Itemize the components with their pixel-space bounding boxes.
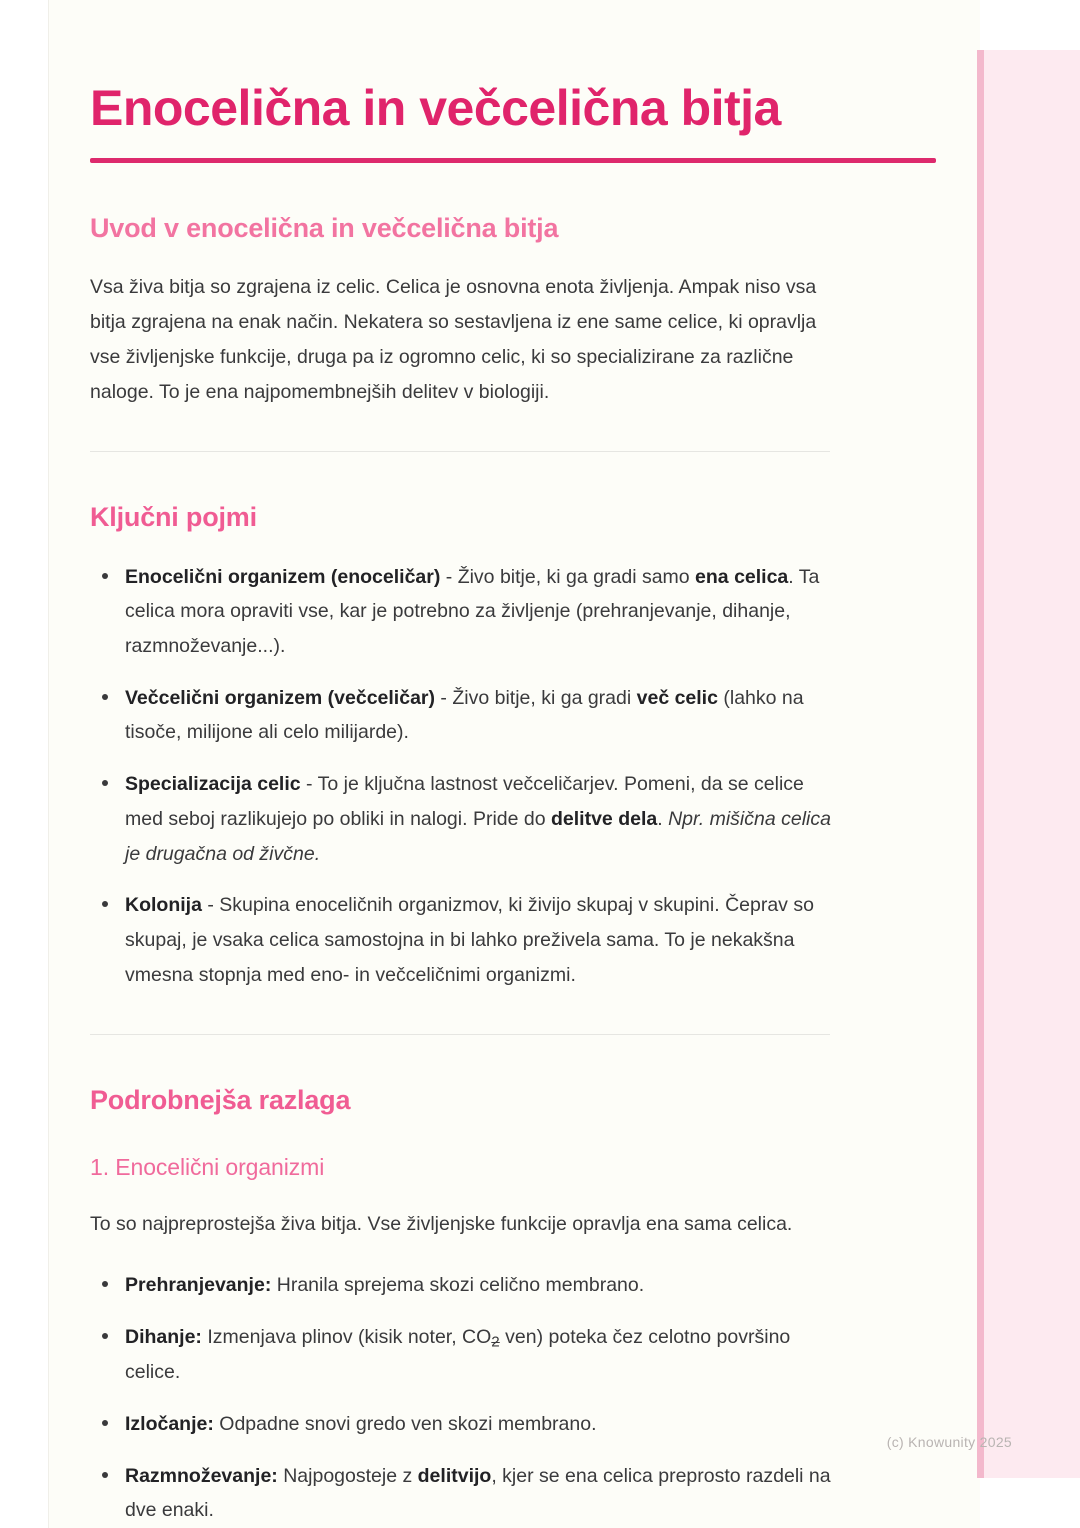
term-text-b: . [657, 807, 669, 830]
decorative-pink-stripe [977, 50, 1080, 1478]
left-margin-rule [48, 0, 49, 1528]
unicellular-functions-list [90, 1268, 842, 1528]
section-heading-intro: Uvod v enocelična in večcelična bitja [90, 213, 559, 243]
function-text-mid: ven) poteka čez celotno površino celice. [125, 1325, 791, 1384]
decorative-pink-stripe-edge [977, 50, 984, 1478]
function-text: Hranila sprejema skozi celično membrano. [271, 1274, 645, 1297]
term-label: Specializacija celic [125, 773, 301, 796]
bullet-dot-icon [102, 1281, 108, 1287]
bullet-dot-icon [102, 573, 108, 579]
term-label: Kolonija [125, 894, 202, 917]
bullet-dot-icon [102, 694, 108, 700]
footer-watermark: (c) Knowunity 2025 [886, 1434, 1012, 1450]
function-label: Prehranjevanje: [125, 1274, 272, 1297]
term-italic-note: Npr. mišična celica je drugačna od živčne. [125, 807, 831, 865]
term-dash: - [435, 686, 453, 709]
section-heading-key-terms: Ključni pojmi [90, 502, 257, 533]
section-divider-2 [90, 1034, 830, 1035]
function-text-b: , kjer se ena celica preprosto razdeli na dve enaki. [125, 1464, 831, 1522]
bullet-dot-icon [102, 1472, 108, 1478]
intro-paragraph: Vsa živa bitja so zgrajena iz celic. Celica je osnovna enota življenja. Ampak niso vsa bitja zgrajena na enak način. Nekatera so sestavljena iz ene same celice, ki opravlja vse življenjske funkcije, druga pa iz ogromno celic, ki so specializirane za različne naloge. To je ena najpomembnejših delitev v biologiji. [90, 276, 817, 403]
term-label: Večcelični organizem (večceličar) [125, 686, 436, 709]
detailed-paragraph: To so najpreprostejša živa bitja. Vse življenjske funkcije opravlja ena sama celica. [90, 1213, 793, 1236]
list-item [90, 1320, 842, 1390]
function-label: Izločanje: [125, 1412, 214, 1435]
bullet-dot-icon [102, 1333, 108, 1339]
term-emphasis: ena celica [695, 565, 789, 588]
term-emphasis: delitve dela [551, 807, 658, 830]
section-heading-detailed: Podrobnejša razlaga [90, 1085, 351, 1116]
term-text-a: Živo bitje, ki ga gradi [452, 686, 637, 709]
co2-subscript: 2 [491, 1333, 500, 1351]
list-item [90, 1459, 842, 1528]
term-text-a: To je ključna lastnost večceličarjev. Pomeni, da se celice med seboj razlikujejo po obliki in nalogi. Pride do [125, 773, 804, 830]
term-text-a: Živo bitje, ki ga gradi samo [457, 565, 696, 588]
list-item [90, 767, 842, 871]
function-emphasis: delitvijo [417, 1464, 492, 1487]
term-text-b: . Ta celica mora opraviti vse, kar je potrebno za življenje (prehranjevanje, dihanje, razmnoževanje...). [125, 565, 820, 657]
document-content [90, 0, 938, 1528]
title-underline-rule [90, 158, 936, 163]
section-divider-1 [90, 451, 830, 452]
bullet-dot-icon [102, 780, 108, 786]
list-item [90, 888, 842, 992]
list-item [90, 560, 842, 664]
function-text: Najpogosteje z [277, 1464, 418, 1487]
term-label: Enocelični organizem (enoceličar) [125, 565, 441, 588]
function-label: Razmnoževanje: [125, 1464, 278, 1487]
term-dash: - [201, 894, 220, 917]
term-dash: - [440, 565, 458, 588]
term-dash: - [300, 773, 318, 796]
bullet-dot-icon [102, 901, 108, 907]
list-item [90, 1407, 842, 1442]
function-text: Izmenjava plinov (kisik noter, CO [201, 1325, 492, 1348]
paper-left-edge [0, 0, 48, 1528]
term-text-a: Skupina enoceličnih organizmov, ki živijo skupaj v skupini. Čeprav so skupaj, je vsaka celica samostojna in bi lahko preživela sama. To je nekakšna vmesna stopnja med eno- in večceličnimi organizmi. [125, 894, 814, 986]
term-emphasis: več celic [636, 686, 718, 709]
term-text-b: (lahko na tisoče, milijone ali celo milijarde). [125, 686, 804, 744]
bullet-dot-icon [102, 1420, 108, 1426]
function-label: Dihanje: [125, 1325, 202, 1348]
subsection-heading-unicellular: 1. Enocelični organizmi [90, 1153, 325, 1180]
list-item [90, 1268, 842, 1303]
function-text: Odpadne snovi gredo ven skozi membrano. [213, 1412, 597, 1435]
page-title: Enocelična in večcelična bitja [90, 80, 781, 136]
key-terms-list [90, 560, 842, 993]
list-item [90, 681, 842, 750]
